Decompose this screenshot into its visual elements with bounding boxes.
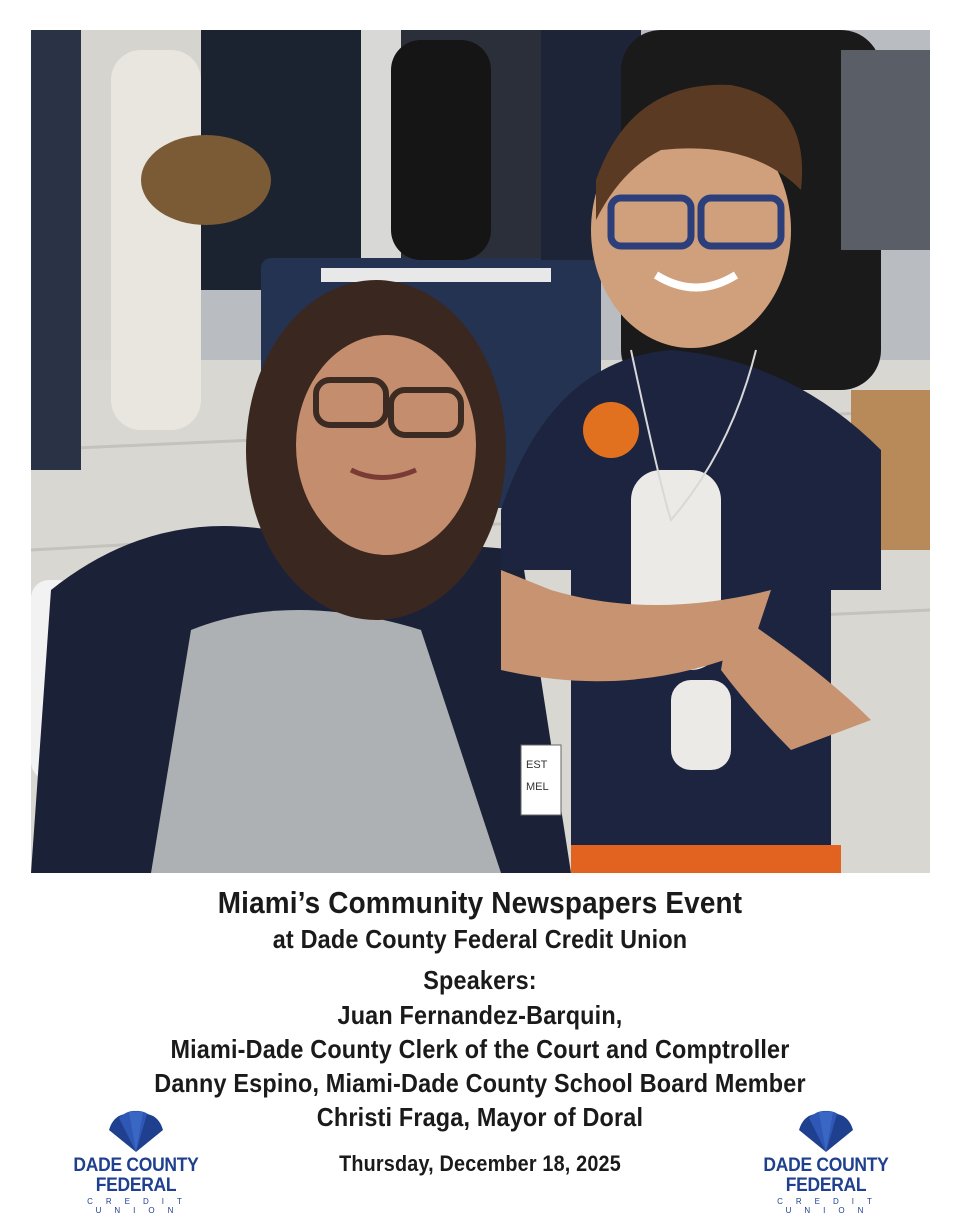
credit-union-logo-left xyxy=(26,1110,246,1215)
speakers-heading: Speakers: xyxy=(423,965,537,995)
logo-sub: CREDIT UNION xyxy=(87,1197,195,1215)
event-subtitle: at Dade County Federal Credit Union xyxy=(272,924,688,954)
logo-name: DADE COUNTY FEDERAL xyxy=(73,1155,199,1196)
logo-sub: CREDIT UNION xyxy=(777,1197,885,1215)
badge-text-1: EST xyxy=(526,759,548,771)
event-date: Thursday, December 18, 2025 xyxy=(339,1151,621,1176)
event-photo xyxy=(31,30,930,873)
shell-icon xyxy=(795,1110,857,1154)
badge-text-2: MEL xyxy=(526,781,549,793)
event-title: Miami’s Community Newspapers Event xyxy=(217,885,743,920)
speaker-line: Danny Espino, Miami-Dade County School Board Member xyxy=(154,1068,806,1098)
shell-icon xyxy=(105,1110,167,1154)
speaker-line: Miami-Dade County Clerk of the Court and Comptroller xyxy=(170,1034,790,1064)
logo-name: DADE COUNTY FEDERAL xyxy=(763,1155,889,1196)
speaker-line: Christi Fraga, Mayor of Doral xyxy=(316,1102,644,1132)
speaker-line: Juan Fernandez-Barquin, xyxy=(337,1000,623,1030)
credit-union-logo-right xyxy=(716,1110,936,1215)
photo-illustration xyxy=(31,30,930,873)
